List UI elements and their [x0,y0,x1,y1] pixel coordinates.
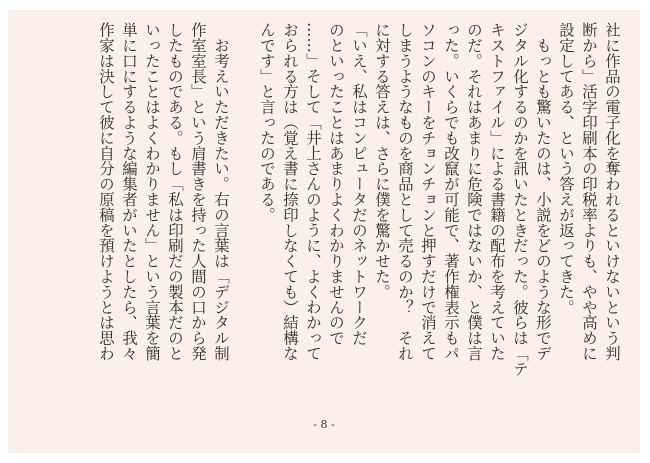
text-column-2: 断から」活字印刷本の印税率よりも、やや高めに [580,22,598,361]
text-column-18: 作室室長」という肩書きを持った人間の口から発 [189,22,207,361]
text-column-8: った。いくらでも改竄が可能で、著作権表示もパ [442,22,460,361]
text-column-11: に対する答えは、さらに僕を驚かせた。 [373,22,391,300]
text-column-1: 社に作品の電子化を奪われるといけないという判 [603,22,621,361]
text-column-16: んです」と言ったのである。 [258,22,276,223]
text-column-9: ソコンのキーをチョンチョンと押すだけで消えて [419,22,437,361]
vertical-text-block [96,22,622,406]
text-column-14: ……」そして「井上さんのように、よくわかって [304,22,322,361]
text-column-21: 単に口にするような編集者がいたとしたら、我々 [120,22,138,361]
text-column-19: したものである。もし「私は印刷だの製本だのと [166,22,184,361]
text-column-13: のといったことはあまりよくわかりませんので [327,22,345,346]
text-column-22: 作家は決して彼に自分の原稿を預けようとは思わ [97,22,115,361]
text-column-3: 設定してある、という答えが返ってきた。 [557,22,575,315]
book-page [8,10,640,453]
text-column-12: 「いえ、私はコンピュータだのネットワークだ [350,22,368,346]
text-column-15: おられる方は（覚え書に捺印しなくても）結構な [281,22,299,361]
text-column-10: しまうようなものを商品として売るのか？ それ [396,22,414,361]
text-column-17: お考えいただきたい。右の言葉は「デジタル制 [212,22,230,361]
text-column-6: キストファイル」による書籍の配布を考えていた [488,22,506,361]
text-column-5: ジタル化するのかを訊いたときだった。彼らは「テ [511,22,529,377]
paragraph-gap [234,22,254,406]
text-column-7: のだ。それはあまりに危険ではないか、と僕は言 [465,22,483,361]
page-number: - 8 - [313,418,335,431]
text-column-20: いったことはよくわかりません」という言葉を簡 [143,22,161,361]
text-column-4: もっとも驚いたのは、小説をどのような形でデ [534,22,552,361]
